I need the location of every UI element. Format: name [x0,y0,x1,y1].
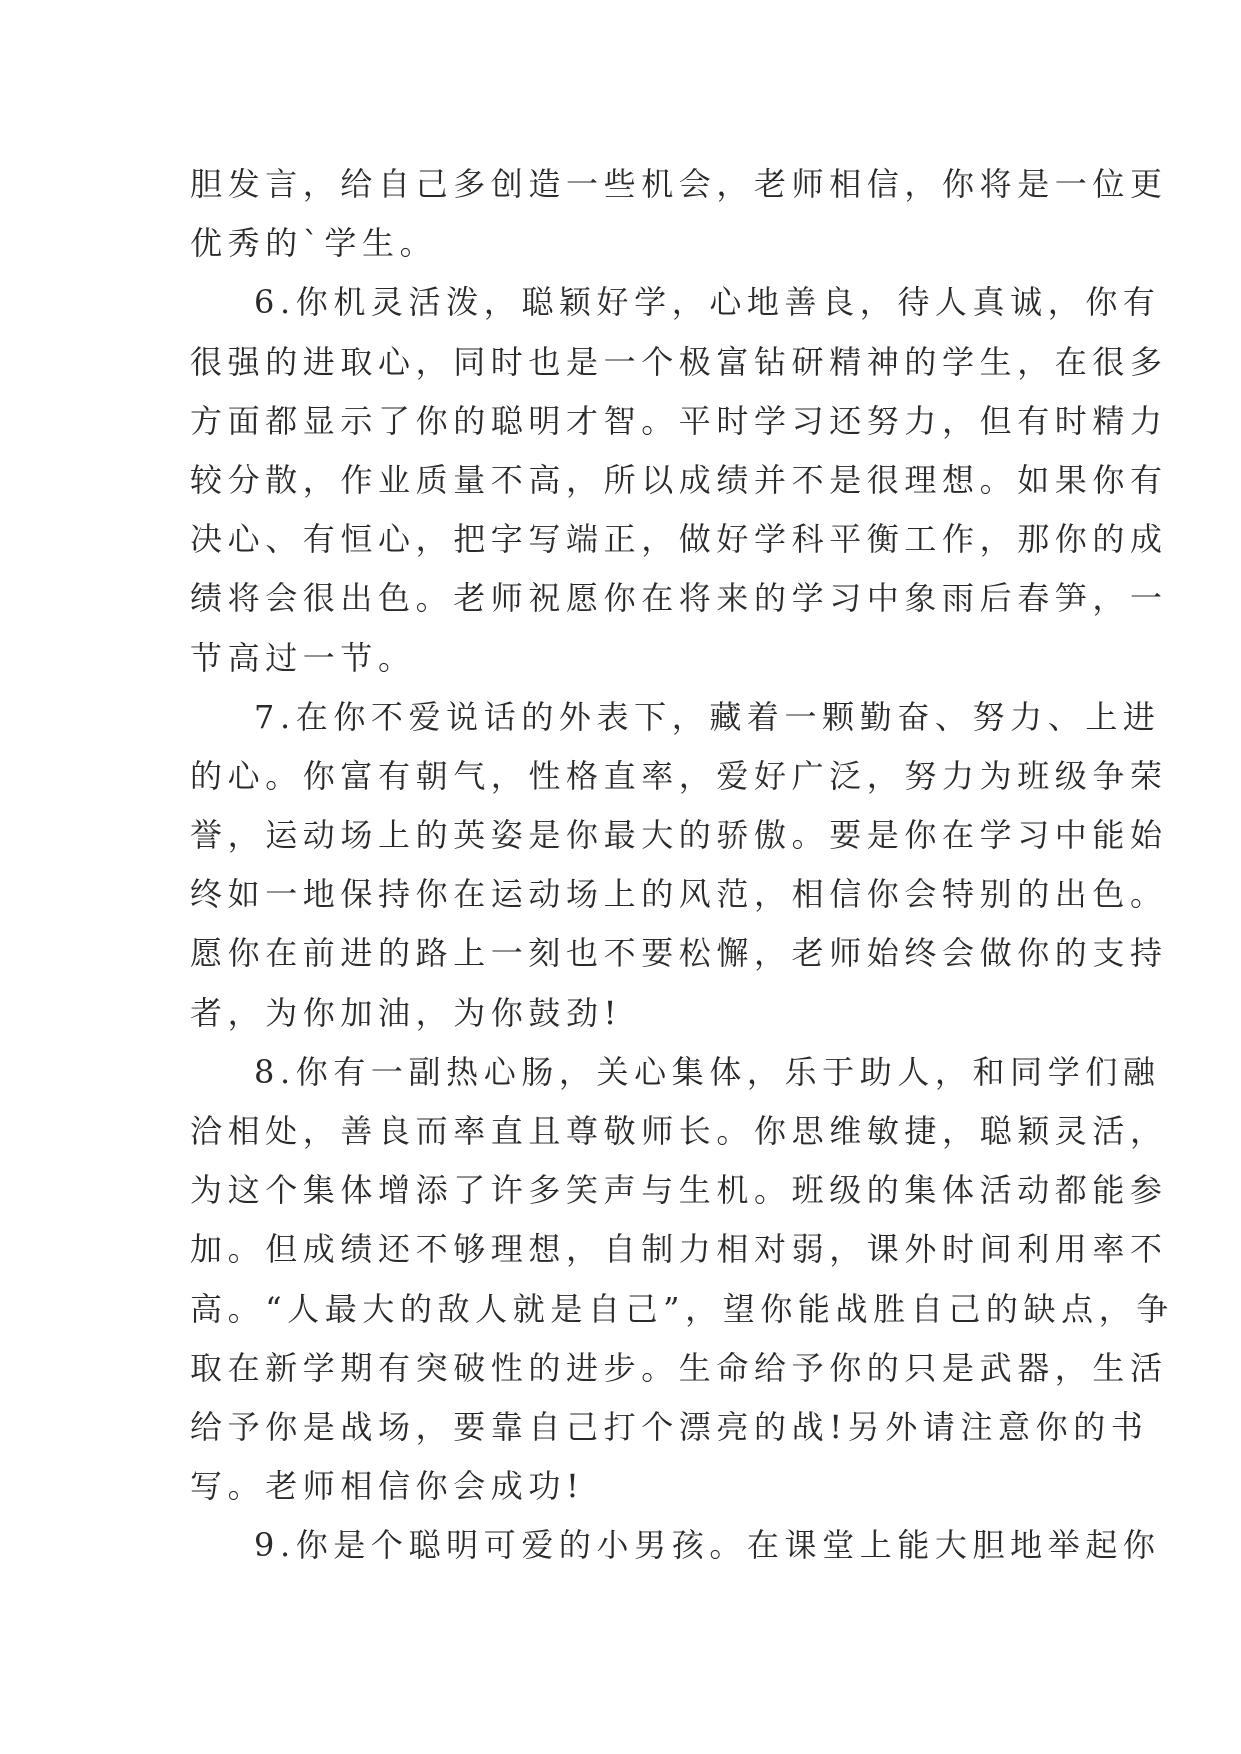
text-line: 绩将会很出色。老师祝愿你在将来的学习中象雨后春笋，一 [190,579,1168,618]
text-line: 给予你是战场，要靠自己打个漂亮的战!另外请注意你的书 [190,1407,1149,1446]
text-line: 取在新学期有突破性的进步。生命给予你的只是武器，生活 [190,1348,1168,1387]
paragraph-start-6: 6.你机灵活泼，聪颖好学，心地善良，待人真诚，你有 [254,283,1161,322]
paragraph-start-8: 8.你有一副热心肠，关心集体，乐于助人，和同学们融 [254,1052,1161,1091]
text-line: 胆发言，给自己多创造一些机会，老师相信，你将是一位更 [190,165,1168,203]
text-line: 方面都显示了你的聪明才智。平时学习还努力，但有时精力 [190,401,1168,440]
text-line: 誉，运动场上的英姿是你最大的骄傲。要是你在学习中能始 [190,816,1168,855]
text-line: 较分散，作业质量不高，所以成绩并不是很理想。如果你有 [190,460,1168,499]
text-line: 洽相处，善良而率直且尊敬师长。你思维敏捷，聪颖灵活， [190,1112,1168,1150]
text-line: 很强的进取心，同时也是一个极富钻研精神的学生，在很多 [190,342,1168,381]
text-line: 为这个集体增添了许多笑声与生机。班级的集体活动都能参 [190,1171,1168,1210]
text-line: 优秀的`学生。 [190,224,438,263]
document-body [190,155,1174,1576]
text-line: 的心。你富有朝气，性格直率，爱好广泛，努力为班级争荣 [190,756,1168,795]
paragraph-start-9: 9.你是个聪明可爱的小男孩。在课堂上能大胆地举起你 [254,1526,1161,1565]
text-line: 终如一地保持你在运动场上的风范，相信你会特别的出色。 [190,875,1168,914]
text-line: 者，为你加油，为你鼓劲! [190,993,623,1032]
text-line: 写。老师相信你会成功! [190,1467,585,1506]
text-line: 节高过一节。 [190,638,416,677]
text-line: 决心、有恒心，把字写端正，做好学科平衡工作，那你的成 [190,520,1168,559]
paragraph-start-7: 7.在你不爱说话的外表下，藏着一颗勤奋、努力、上进 [254,697,1161,736]
text-line: 愿你在前进的路上一刻也不要松懈，老师始终会做你的支持 [190,934,1168,973]
text-line: 高。“人最大的敌人就是自己”，望你能战胜自己的缺点，争 [190,1289,1174,1328]
text-line: 加。但成绩还不够理想，自制力相对弱，课外时间利用率不 [190,1230,1168,1269]
